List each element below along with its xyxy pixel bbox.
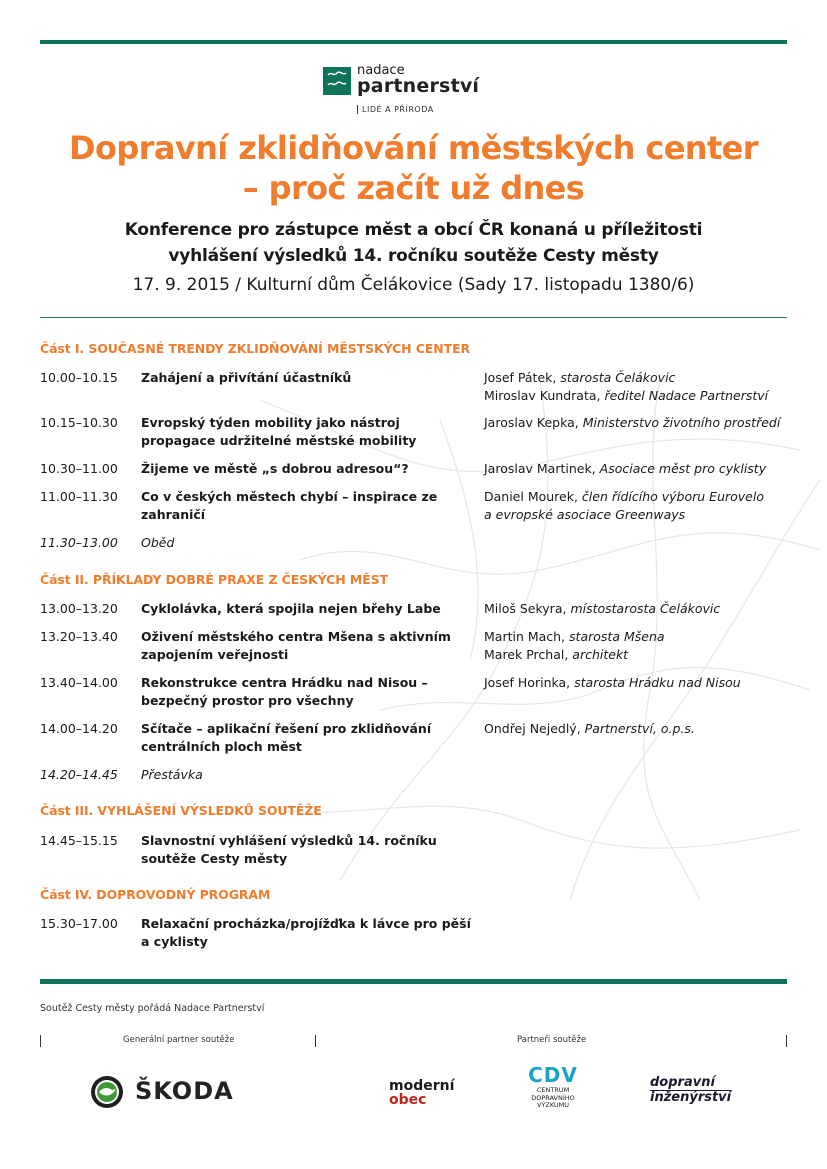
row-speakers	[484, 674, 787, 692]
row-topic: Žijeme ve městě „s dobrou adresou“?	[141, 461, 409, 476]
nadace-partnerstvi-logo	[323, 63, 523, 119]
speaker: Miroslav Kundrata, ředitel Nadace Partnerství	[484, 388, 769, 403]
row-speakers	[484, 600, 787, 618]
moderni-word: moderní	[389, 1078, 455, 1094]
date-venue: 17. 9. 2015 / Kulturní dům Čelákovice (Sady 17. listopadu 1380/6)	[132, 275, 695, 295]
section-heading: Část IV. DOPROVODNÝ PROGRAM	[40, 887, 271, 902]
cdv-text: CENTRUM DOPRAVNÍHO VÝZKUMU	[531, 1086, 575, 1109]
row-time: 13.00–13.20	[40, 601, 118, 616]
row-speakers	[484, 414, 787, 432]
speaker: Miloš Sekyra, místostarosta Čelákovic	[484, 601, 721, 616]
logo-word-nadace: nadace	[357, 63, 405, 78]
speaker: Marek Prchal, architekt	[484, 647, 629, 662]
row-time: 10.00–10.15	[40, 370, 118, 385]
row-speakers	[484, 488, 787, 524]
moderni-obec-logo	[389, 1079, 454, 1107]
obec-word: obec	[389, 1092, 427, 1108]
divider-tick	[315, 1035, 316, 1047]
inzenyrstvi-word: inženýrství	[650, 1090, 732, 1105]
speaker: Daniel Mourek, člen řídícího výboru Eurovelo	[484, 489, 764, 504]
row-topic: Oběd	[141, 535, 175, 550]
bottom-bar	[40, 979, 787, 984]
row-time: 15.30–17.00	[40, 916, 118, 931]
row-time: 14.20–14.45	[40, 767, 118, 782]
nadace-logo-mark-icon	[323, 67, 351, 95]
logo-word-partnerstvi: partnerství	[357, 75, 480, 97]
row-speakers	[484, 720, 787, 738]
header-divider	[40, 317, 787, 318]
row-time: 11.30–13.00	[40, 535, 118, 550]
subtitle-line1: Konference pro zástupce měst a obcí ČR konaná u příležitosti	[124, 220, 703, 240]
row-topic: Slavnostní vyhlášení výsledků 14. ročníku soutěže Cesty městy	[141, 833, 437, 866]
row-time: 10.30–11.00	[40, 461, 118, 476]
speaker: Josef Pátek, starosta Čelákovic	[484, 370, 676, 385]
dopravni-inzenyrstvi-logo	[650, 1076, 731, 1105]
row-topic: Zahájení a přivítání účastníků	[141, 370, 352, 385]
row-topic: Evropský týden mobility jako nástroj propagace udržitelné městské mobility	[141, 415, 417, 448]
subtitle-line2: vyhlášení výsledků 14. ročníku soutěže Cesty městy	[168, 246, 659, 266]
page-title-line1: Dopravní zklidňování městských center	[69, 129, 758, 167]
speaker: Ondřej Nejedlý, Partnerství, o.p.s.	[484, 721, 695, 736]
row-topic: Oživení městského centra Mšena s aktivním zapojením veřejnosti	[141, 629, 451, 662]
section-heading: Část II. PŘÍKLADY DOBRÉ PRAXE Z ČESKÝCH MĚST	[40, 572, 388, 587]
row-time: 11.00–11.30	[40, 489, 118, 504]
row-speakers	[484, 460, 787, 478]
dopravni-word: dopravní	[650, 1075, 715, 1090]
row-time: 14.00–14.20	[40, 721, 118, 736]
row-topic: Přestávka	[141, 767, 203, 782]
divider-tick	[40, 1035, 41, 1047]
row-speakers	[484, 369, 787, 405]
row-time: 14.45–15.15	[40, 833, 118, 848]
speaker: Josef Horinka, starosta Hrádku nad Nisou	[484, 675, 741, 690]
top-bar	[40, 40, 787, 44]
partners-label: Partneři soutěže	[517, 1035, 587, 1045]
page-title-line2: – proč začít už dnes	[242, 169, 585, 207]
row-topic: Sčítače – aplikační řešení pro zklidňování centrálních ploch měst	[141, 721, 432, 754]
row-topic: Relaxační procházka/projížďka k lávce pro pěší a cyklisty	[141, 916, 471, 949]
row-time: 13.20–13.40	[40, 629, 118, 644]
speaker: Jaroslav Martinek, Asociace měst pro cyklisty	[484, 461, 767, 476]
speaker: Jaroslav Kepka, Ministerstvo životního prostředí	[484, 415, 781, 430]
row-time: 10.15–10.30	[40, 415, 118, 430]
organizer-note: Soutěž Cesty městy pořádá Nadace Partnerství	[40, 1003, 265, 1014]
row-time: 13.40–14.00	[40, 675, 118, 690]
skoda-emblem-icon	[90, 1075, 124, 1109]
section-heading: Část I. SOUČASNÉ TRENDY ZKLIDŇOVÁNÍ MĚSTSKÝCH CENTER	[40, 341, 471, 356]
cdv-logo	[523, 1063, 583, 1110]
logo-tagline: LIDÉ A PŘÍRODA	[357, 105, 434, 114]
row-topic: Co v českých městech chybí – inspirace ze zahraničí	[141, 489, 438, 522]
skoda-wordmark: ŠKODA	[135, 1077, 234, 1105]
section-heading: Část III. VYHLÁŠENÍ VÝSLEDKŮ SOUTĚŽE	[40, 803, 322, 818]
row-topic: Cyklolávka, která spojila nejen břehy Labe	[141, 601, 441, 616]
general-partner-label: Generální partner soutěže	[123, 1035, 235, 1045]
row-topic: Rekonstrukce centra Hrádku nad Nisou – bezpečný prostor pro všechny	[141, 675, 428, 708]
divider-tick	[786, 1035, 787, 1047]
cdv-mark: CDV	[528, 1063, 578, 1087]
speaker: a evropské asociace Greenways	[484, 507, 686, 522]
row-speakers	[484, 628, 787, 664]
speaker: Martin Mach, starosta Mšena	[484, 629, 665, 644]
